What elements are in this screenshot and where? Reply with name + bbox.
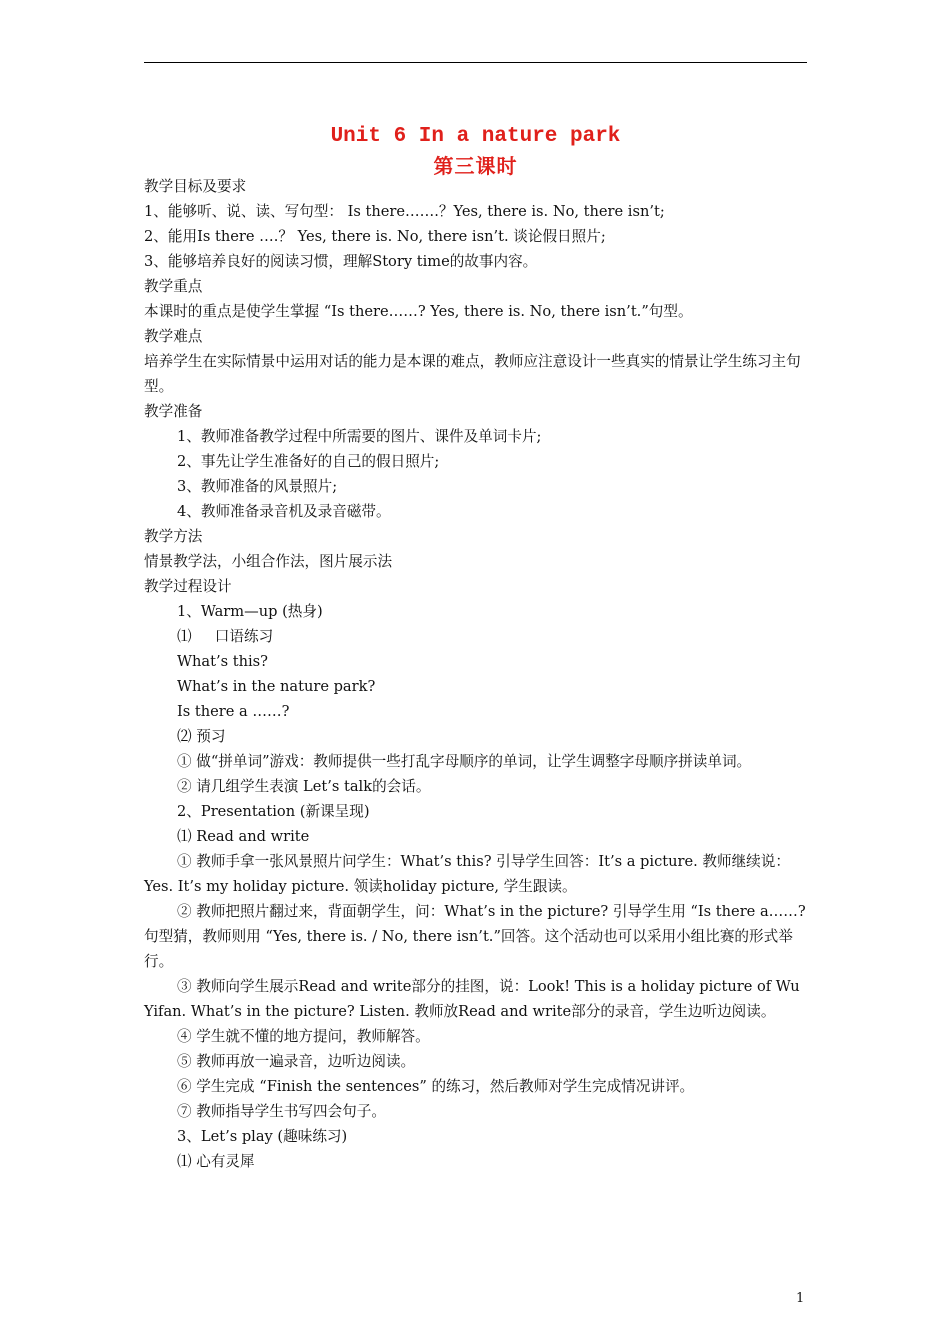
process-item: ③ 教师向学生展示Read and write部分的挂图，说：Look! This is a holiday picture of Wu Yifan. What’s in the picture? Listen. 教师放Read and write部分的录音，学生边听边阅读。 <box>144 978 800 1020</box>
document-title: Unit 6 In a nature park <box>330 125 621 148</box>
section-heading-methods: 教学方法 <box>144 528 203 545</box>
focus-text: 本课时的重点是使学生掌握 “Is there……? Yes, there is. No, there isn’t.”句型。 <box>144 303 693 320</box>
difficulty-text: 培养学生在实际情景中运用对话的能力是本课的难点，教师应注意设计一些真实的情景让学生练习主句型。 <box>144 353 801 395</box>
goal-item: 1、能够听、说、读、写句型： Is there…….？Yes, there is. No, there isn’t; <box>144 203 665 220</box>
goal-item: 3、能够培养良好的阅读习惯，理解Story time的故事内容。 <box>144 253 538 270</box>
preparation-item: 4、教师准备录音机及录音磁带。 <box>177 503 391 520</box>
process-step: 2、Presentation (新课呈现) <box>177 803 370 820</box>
preparation-item: 1、教师准备教学过程中所需要的图片、课件及单词卡片; <box>177 428 542 445</box>
process-substep: ⑴ 口语练习 <box>177 628 274 645</box>
process-substep: ⑴ Read and write <box>177 828 310 845</box>
goal-item: 2、能用Is there ….？ Yes, there is. No, there isn’t. 谈论假日照片; <box>144 228 606 245</box>
section-heading-focus: 教学重点 <box>144 278 203 295</box>
header-rule <box>144 62 807 63</box>
process-item: ⑥ 学生完成 “Finish the sentences” 的练习，然后教师对学生完成情况讲评。 <box>177 1078 695 1095</box>
methods-text: 情景教学法，小组合作法，图片展示法 <box>144 553 393 570</box>
section-heading-preparation: 教学准备 <box>144 403 203 420</box>
preparation-item: 3、教师准备的风景照片; <box>177 478 338 495</box>
page-number: 1 <box>796 1291 805 1306</box>
process-substep: ⑵ 预习 <box>177 728 226 745</box>
process-item: ⑦ 教师指导学生书写四会句子。 <box>177 1103 386 1120</box>
process-step: 1、Warm—up (热身) <box>177 603 323 620</box>
dialogue-line: What’s in the nature park? <box>177 678 376 695</box>
section-heading-process: 教学过程设计 <box>144 578 232 595</box>
process-substep: ⑴ 心有灵犀 <box>177 1153 255 1170</box>
section-heading-difficulty: 教学难点 <box>144 328 203 345</box>
process-item: ① 做“拼单词”游戏：教师提供一些打乱字母顺序的单词，让学生调整字母顺序拼读单词。 <box>177 753 752 770</box>
document-body <box>144 174 812 1174</box>
process-step: 3、Let’s play (趣味练习) <box>177 1128 348 1145</box>
dialogue-line: Is there a ……? <box>177 703 290 720</box>
document-subtitle: 第三课时 <box>433 154 518 178</box>
process-item: ④ 学生就不懂的地方提问，教师解答。 <box>177 1028 430 1045</box>
process-item: ① 教师手拿一张风景照片问学生：What’s this? 引导学生回答：It’s a picture. 教师继续说：Yes. It’s my holiday picture. 领读holiday picture, 学生跟读。 <box>144 853 790 895</box>
dialogue-line: What’s this? <box>177 653 268 670</box>
process-item: ② 请几组学生表演 Let’s talk的会话。 <box>177 778 431 795</box>
process-item: ② 教师把照片翻过来，背面朝学生，问：What’s in the picture? 引导学生用 “Is there a……?句型猜，教师则用 “Yes, there is. / No, there isn’t.”回答。这个活动也可以采用小组比赛的形式举行。 <box>144 903 806 970</box>
preparation-item: 2、事先让学生准备好的自己的假日照片; <box>177 453 440 470</box>
section-heading-goals: 教学目标及要求 <box>144 178 247 195</box>
process-item: ⑤ 教师再放一遍录音，边听边阅读。 <box>177 1053 416 1070</box>
